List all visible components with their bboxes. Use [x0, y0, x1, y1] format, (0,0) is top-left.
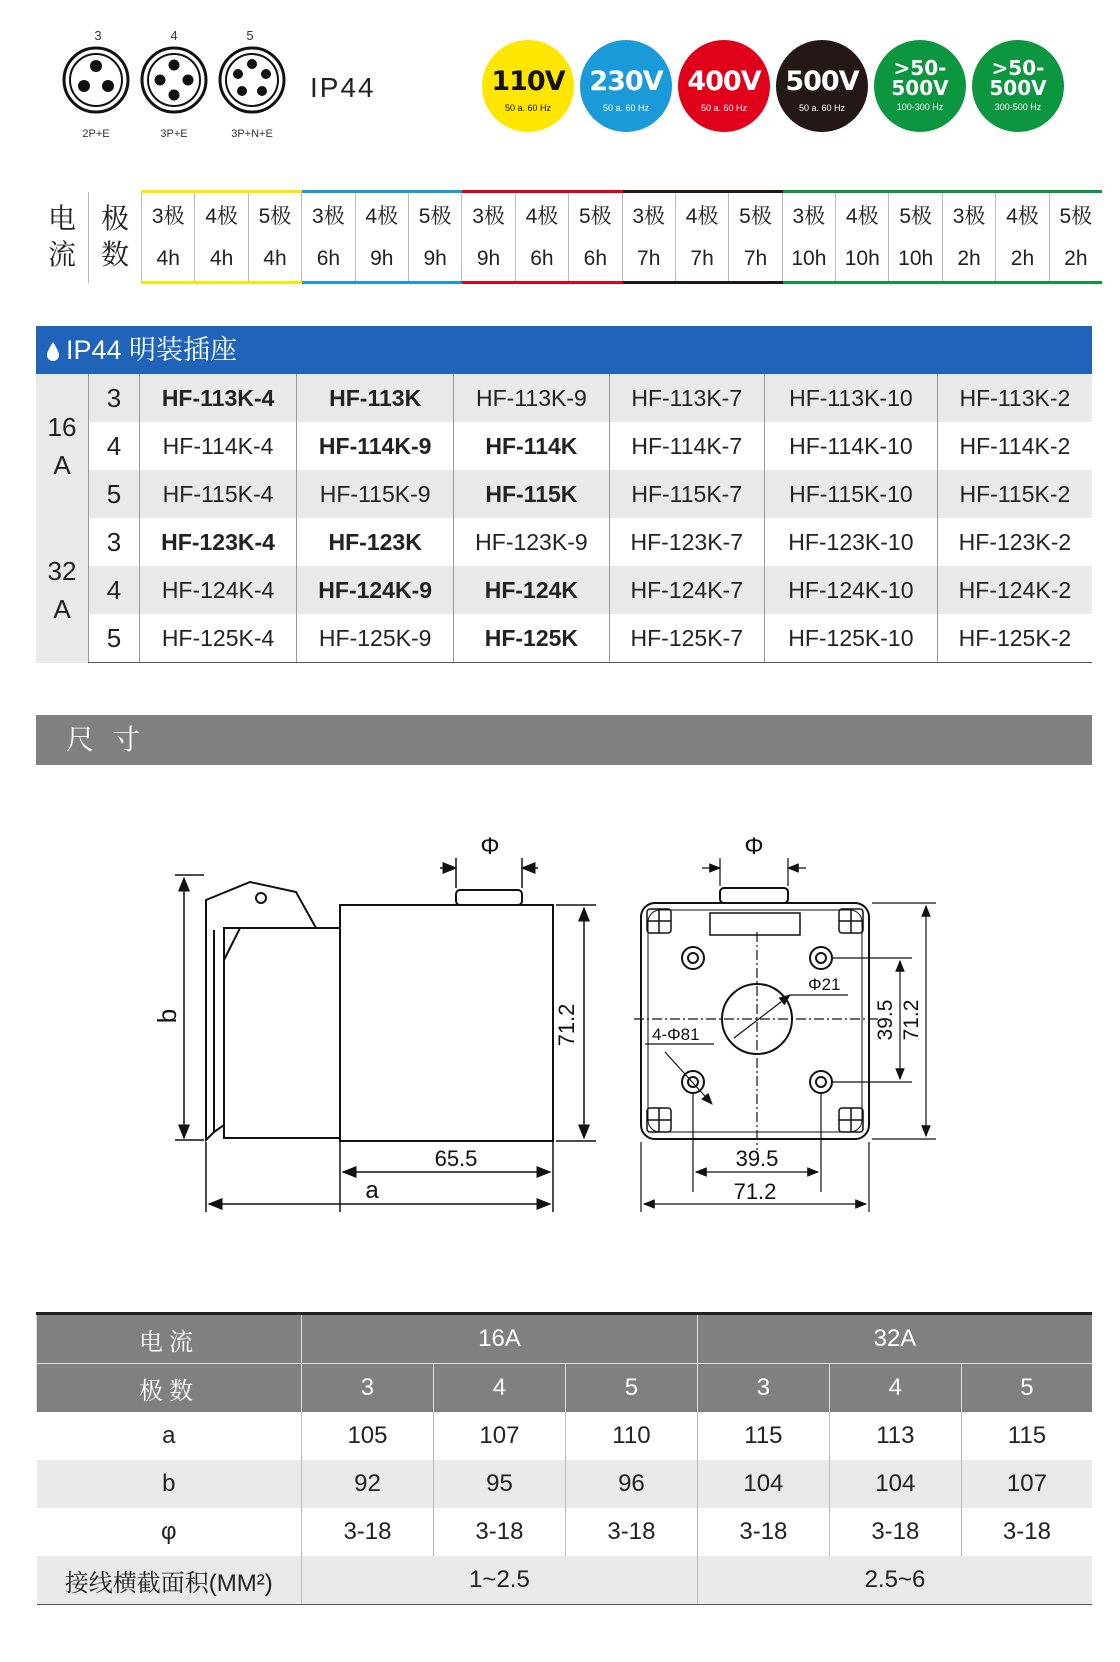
model-cell: HF-113K-10	[764, 374, 937, 422]
pole-cell: 4极	[836, 192, 889, 238]
pole-header: 5	[565, 1364, 697, 1413]
b-value: 104	[829, 1460, 961, 1508]
socket-pins-label: 5	[246, 28, 254, 43]
side-view	[206, 882, 553, 1141]
a-row-label: a	[162, 1422, 176, 1449]
voltage-label: 500V	[891, 76, 949, 100]
phi-value: 3-18	[302, 1508, 434, 1556]
pole-header: 5	[961, 1364, 1092, 1413]
model-cell: HF-124K-9	[297, 566, 454, 614]
voltage-freq: 50 a. 60 Hz	[798, 103, 846, 113]
pole-cell: 5极	[248, 192, 301, 238]
pole-cell: 5极	[889, 192, 942, 238]
b-label: b	[152, 1008, 182, 1024]
current-header: 电 流	[47, 203, 76, 270]
section-title-bar	[36, 326, 1092, 374]
pole-cell: 4极	[195, 192, 248, 238]
model-cell: HF-114K-9	[297, 422, 454, 470]
voltage-badge-400v	[678, 40, 770, 132]
model-cell: HF-115K-10	[764, 470, 937, 518]
model-cell: HF-124K	[454, 566, 609, 614]
poles-header: 极 数	[89, 192, 142, 283]
ip-rating: IP44	[310, 72, 376, 103]
pole-cell: 3极	[142, 192, 195, 238]
hour-cell: 9h	[355, 237, 408, 283]
current-16a-header: 16A	[302, 1314, 698, 1364]
model-cell: HF-115K-2	[937, 470, 1092, 518]
hour-cell: 7h	[729, 237, 782, 283]
voltage-freq: 50 a. 60 Hz	[602, 103, 650, 113]
model-table	[36, 374, 1092, 663]
model-cell: HF-123K-2	[937, 518, 1092, 566]
current-label: 电流	[37, 1314, 302, 1364]
voltage-badge-50-500v-high	[972, 40, 1064, 132]
socket-pins-label: 3	[94, 28, 102, 43]
phi-value: 3-18	[433, 1508, 565, 1556]
dimensions-title: 尺寸	[66, 724, 159, 755]
socket-4pin-icon	[142, 48, 206, 112]
a-value: 107	[433, 1412, 565, 1460]
voltage-badge-230v	[580, 40, 672, 132]
wire-section-label: 接线横截面积(MM²)	[37, 1556, 302, 1605]
b-value: 95	[433, 1460, 565, 1508]
voltage-label: >50-	[991, 56, 1045, 80]
pole-number: 5	[89, 614, 140, 663]
section-title: IP44 明装插座	[66, 335, 238, 365]
front-width-outer-label: 71.2	[733, 1179, 777, 1204]
model-cell: HF-125K-4	[140, 614, 297, 663]
phi-label: Φ	[744, 833, 764, 860]
a-value: 115	[961, 1412, 1092, 1460]
front-height-inner-label: 39.5	[874, 999, 897, 1041]
model-cell: HF-123K-7	[609, 518, 764, 566]
hour-cell: 6h	[569, 237, 622, 283]
pole-cell: 5极	[729, 192, 782, 238]
voltage-badge-50-500v-low	[874, 40, 966, 132]
hour-cell: 7h	[622, 237, 675, 283]
model-cell: HF-124K-7	[609, 566, 764, 614]
phi81-label: 4-Φ81	[652, 1025, 700, 1044]
socket-caption: 3P+N+E	[231, 128, 273, 140]
voltage-label: 500V	[989, 76, 1047, 100]
model-cell: HF-123K	[297, 518, 454, 566]
socket-3pin-icon	[64, 48, 128, 112]
model-cell: HF-114K	[454, 422, 609, 470]
dimension-drawing	[0, 820, 1120, 1240]
socket-pins-label: 4	[170, 28, 178, 43]
hour-cell: 2h	[996, 237, 1049, 283]
wire-section-32a: 2.5~6	[697, 1556, 1092, 1605]
b-value: 96	[565, 1460, 697, 1508]
voltage-freq: 300-500 Hz	[994, 102, 1042, 112]
phi-value: 3-18	[829, 1508, 961, 1556]
pole-number: 3	[89, 518, 140, 566]
pole-cell: 3极	[622, 192, 675, 238]
pole-cell: 4极	[355, 192, 408, 238]
a-value: 113	[829, 1412, 961, 1460]
pole-hour-table	[36, 190, 1102, 284]
front-width-inner-label: 39.5	[735, 1146, 779, 1171]
socket-face-icons	[62, 46, 312, 114]
socket-5pin-icon	[220, 48, 284, 112]
hour-cell: 2h	[942, 237, 995, 283]
hour-cell: 4h	[195, 237, 248, 283]
model-cell: HF-125K-9	[297, 614, 454, 663]
pole-header: 4	[829, 1364, 961, 1413]
b-row-label: b	[37, 1460, 302, 1508]
pole-cell: 3极	[942, 192, 995, 238]
model-cell: HF-125K-7	[609, 614, 764, 663]
pole-cell: 3极	[782, 192, 835, 238]
hour-cell: 10h	[889, 237, 942, 283]
model-cell: HF-113K-9	[454, 374, 609, 422]
b-value: 92	[302, 1460, 434, 1508]
a-label: a	[365, 1177, 379, 1204]
dimension-table	[36, 1312, 1092, 1605]
model-cell: HF-113K-4	[140, 374, 297, 422]
pole-cell: 5极	[408, 192, 461, 238]
model-cell: HF-124K-4	[140, 566, 297, 614]
b-value: 104	[697, 1460, 829, 1508]
phi21-label: Φ21	[808, 975, 841, 994]
a-value: 110	[565, 1412, 697, 1460]
model-cell: HF-113K-2	[937, 374, 1092, 422]
hour-cell: 7h	[675, 237, 728, 283]
voltage-label: 500V	[785, 66, 859, 97]
current-32a-header: 32A	[697, 1314, 1092, 1364]
model-cell: HF-123K-9	[454, 518, 609, 566]
phi-value: 3-18	[565, 1508, 697, 1556]
voltage-badge-110v	[482, 40, 574, 132]
current-16a: 16 A	[36, 374, 89, 518]
a-value: 105	[302, 1412, 434, 1460]
dimensions-title-bar	[36, 715, 1092, 765]
phi-value: 3-18	[961, 1508, 1092, 1556]
model-cell: HF-124K-2	[937, 566, 1092, 614]
model-cell: HF-114K-10	[764, 422, 937, 470]
voltage-badge-500v	[776, 40, 868, 132]
phi-label: Φ	[480, 833, 500, 860]
model-cell: HF-113K	[297, 374, 454, 422]
voltage-freq: 50 a. 60 Hz	[504, 103, 552, 113]
hour-cell: 9h	[408, 237, 461, 283]
socket-caption: 3P+E	[160, 128, 188, 140]
current-32a: 32 A	[36, 518, 89, 663]
pole-header: 3	[697, 1364, 829, 1413]
hour-cell: 6h	[302, 237, 355, 283]
phi-row-label: φ	[160, 1518, 177, 1545]
voltage-label: >50-	[893, 56, 947, 80]
model-cell: HF-125K-2	[937, 614, 1092, 663]
model-cell: HF-125K	[454, 614, 609, 663]
front-height-outer-label: 71.2	[900, 999, 923, 1041]
hour-cell: 4h	[142, 237, 195, 283]
voltage-label: 110V	[491, 66, 565, 97]
model-cell: HF-113K-7	[609, 374, 764, 422]
pole-header: 4	[433, 1364, 565, 1413]
poles-label: 极数	[37, 1364, 302, 1413]
pole-cell: 4极	[996, 192, 1049, 238]
front-view	[641, 888, 869, 1139]
pole-number: 4	[89, 566, 140, 614]
pole-header: 3	[302, 1364, 434, 1413]
b-value: 107	[961, 1460, 1092, 1508]
model-cell: HF-115K-4	[140, 470, 297, 518]
pole-cell: 3极	[302, 192, 355, 238]
hour-cell: 2h	[1049, 237, 1102, 283]
hour-cell: 4h	[248, 237, 301, 283]
hour-cell: 9h	[462, 237, 515, 283]
model-cell: HF-123K-4	[140, 518, 297, 566]
voltage-label: 230V	[589, 66, 663, 97]
pole-cell: 5极	[1049, 192, 1102, 238]
model-cell: HF-115K-9	[297, 470, 454, 518]
hour-cell: 10h	[836, 237, 889, 283]
pole-number: 3	[89, 374, 140, 422]
model-cell: HF-123K-10	[764, 518, 937, 566]
model-cell: HF-114K-7	[609, 422, 764, 470]
hour-cell: 10h	[782, 237, 835, 283]
model-cell: HF-114K-4	[140, 422, 297, 470]
pole-number: 5	[89, 470, 140, 518]
pole-cell: 4极	[675, 192, 728, 238]
pole-cell: 5极	[569, 192, 622, 238]
model-cell: HF-125K-10	[764, 614, 937, 663]
socket-caption: 2P+E	[82, 128, 110, 140]
voltage-freq: 100-300 Hz	[896, 102, 944, 112]
model-cell: HF-114K-2	[937, 422, 1092, 470]
pole-cell: 4极	[515, 192, 568, 238]
side-width-label: 65.5	[434, 1146, 478, 1171]
voltage-freq: 50 a. 60 Hz	[700, 103, 748, 113]
wire-section-16a: 1~2.5	[302, 1556, 698, 1605]
model-cell: HF-124K-10	[764, 566, 937, 614]
model-cell: HF-115K	[454, 470, 609, 518]
a-value: 115	[697, 1412, 829, 1460]
hour-cell: 6h	[515, 237, 568, 283]
water-drop-icon	[46, 341, 60, 361]
phi-value: 3-18	[697, 1508, 829, 1556]
side-dimensions	[175, 858, 596, 1212]
side-height-label: 71.2	[554, 1003, 579, 1047]
pole-number: 4	[89, 422, 140, 470]
voltage-label: 400V	[687, 66, 761, 97]
model-cell: HF-115K-7	[609, 470, 764, 518]
pole-cell: 3极	[462, 192, 515, 238]
